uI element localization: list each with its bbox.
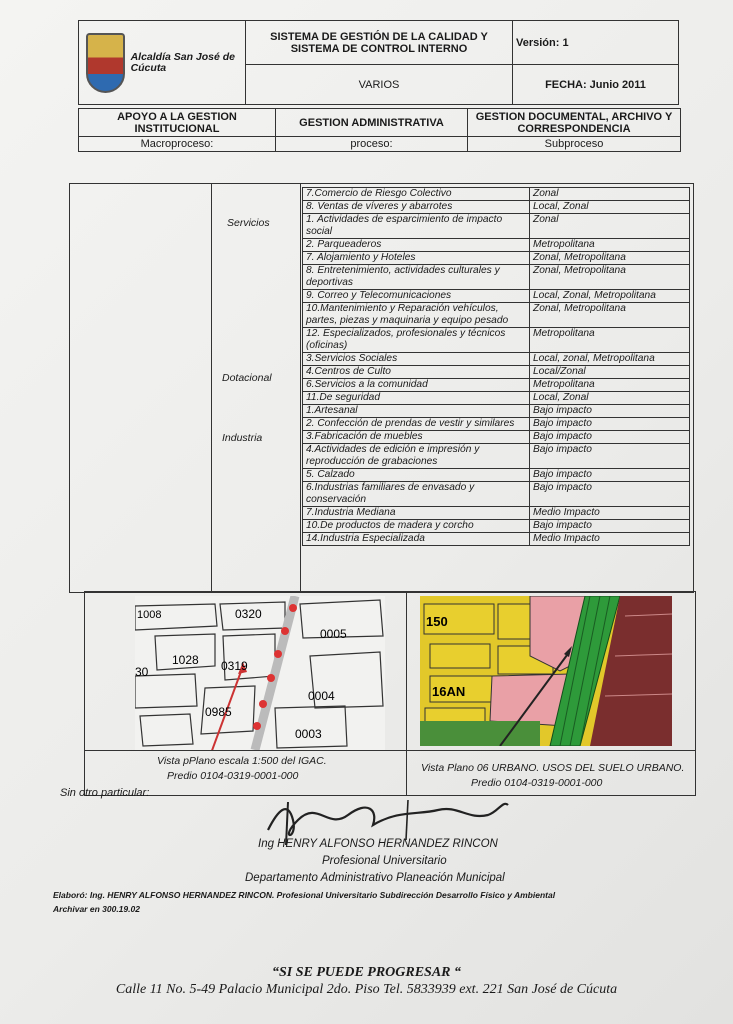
table-row	[303, 201, 690, 214]
group-dotacional: Dotacional	[222, 372, 272, 384]
maps-section	[84, 591, 696, 796]
activity-cell: 6.Industrias familiares de envasado y conservación	[303, 482, 530, 507]
municipal-shield-icon	[86, 33, 125, 93]
scale-cell: Local, Zonal	[530, 392, 690, 405]
lot-label: 0319	[221, 659, 248, 673]
activity-cell: 4.Actividades de edición e impresión y reproducción de grabaciones	[303, 444, 530, 469]
caption-left-line1: Vista pPlano escala 1:500 del IGAC.	[157, 755, 327, 767]
activity-cell: 8. Entretenimiento, actividades culturales y deportivas	[303, 265, 530, 290]
lot-label: 1008	[137, 609, 162, 621]
scale-cell: Zonal	[530, 188, 690, 201]
activity-cell: 2. Parqueaderos	[303, 239, 530, 252]
table-row	[303, 507, 690, 520]
table-row	[303, 265, 690, 290]
igac-cadastral-map	[135, 596, 385, 750]
activity-cell: 3.Servicios Sociales	[303, 353, 530, 366]
version-cell: Versión: 1	[513, 21, 679, 65]
table-row	[303, 214, 690, 239]
proceso-value: GESTION ADMINISTRATIVA	[276, 109, 468, 137]
zone-label: 150	[426, 614, 448, 629]
lot-label: 0005	[320, 627, 347, 641]
macroproceso-label: Macroproceso:	[79, 137, 276, 152]
footer-motto: “SI SE PUEDE PROGRESAR “	[271, 965, 462, 980]
table-row	[303, 520, 690, 533]
urban-land-use-map	[420, 596, 672, 746]
lot-label: 30	[135, 665, 149, 679]
scale-cell: Zonal, Metropolitana	[530, 303, 690, 328]
activity-cell: 1.Artesanal	[303, 405, 530, 418]
caption-right-line2: Predio 0104-0319-0001-000	[471, 777, 603, 789]
caption-left-line2: Predio 0104-0319-0001-000	[167, 770, 299, 782]
proceso-label: proceso:	[276, 137, 468, 152]
lot-label: 0004	[308, 689, 335, 703]
table-row	[303, 379, 690, 392]
scale-cell: Zonal	[530, 214, 690, 239]
activity-cell: 8. Ventas de víveres y abarrotes	[303, 201, 530, 214]
table-row	[303, 188, 690, 201]
document-header	[78, 20, 679, 105]
system-title-line2: SISTEMA DE CONTROL INTERNO	[290, 42, 468, 55]
activity-cell: 4.Centros de Culto	[303, 366, 530, 379]
table-row	[303, 239, 690, 252]
elaboro-note: Elaboró: Ing. HENRY ALFONSO HERNANDEZ RINCON. Profesional Universitario Subdirección Desarrollo Físico y Ambiental	[53, 890, 556, 900]
subproceso-value: GESTION DOCUMENTAL, ARCHIVO Y CORRESPONDENCIA	[468, 109, 681, 137]
scale-cell: Zonal, Metropolitana	[530, 265, 690, 290]
system-title-line1: SISTEMA DE GESTIÓN DE LA CALIDAD Y	[270, 30, 488, 43]
signer-title: Profesional Universitario	[322, 855, 447, 867]
activity-cell: 11.De seguridad	[303, 392, 530, 405]
scale-cell: Bajo impacto	[530, 469, 690, 482]
signer-department: Departamento Administrativo Planeación Municipal	[245, 872, 505, 884]
scale-cell: Medio Impacto	[530, 507, 690, 520]
zone-label: 16AN	[432, 684, 466, 699]
macroproceso-value: APOYO A LA GESTION INSTITUCIONAL	[79, 109, 276, 137]
fecha-cell: FECHA: Junio 2011	[513, 65, 679, 105]
table-row	[303, 353, 690, 366]
lot-label: 0985	[205, 705, 232, 719]
scale-cell: Local, Zonal, Metropolitana	[530, 290, 690, 303]
activity-rows	[302, 187, 690, 546]
scale-cell: Bajo impacto	[530, 405, 690, 418]
table-row	[303, 418, 690, 431]
table-row	[303, 533, 690, 546]
activity-cell: 14.Industria Especializada	[303, 533, 530, 546]
signer-name: Ing HENRY ALFONSO HERNANDEZ RINCON	[258, 838, 498, 850]
archivar-note: Archivar en 300.19.02	[53, 904, 140, 914]
table-row	[303, 290, 690, 303]
process-table	[78, 108, 681, 152]
activity-cell: 1. Actividades de esparcimiento de impacto social	[303, 214, 530, 239]
group-servicios: Servicios	[227, 217, 270, 229]
table-row	[303, 366, 690, 379]
activity-cell: 7.Industria Mediana	[303, 507, 530, 520]
caption-right-line1: Vista Plano 06 URBANO. USOS DEL SUELO URBANO.	[421, 762, 685, 774]
activity-cell: 10.Mantenimiento y Reparación vehículos, partes, piezas y maquinaria y equipo pesado	[303, 303, 530, 328]
varios-label: VARIOS	[246, 65, 513, 105]
table-row	[303, 405, 690, 418]
scale-cell: Local/Zonal	[530, 366, 690, 379]
sin-otro-particular: Sin otro particular:	[60, 787, 150, 799]
table-row	[303, 252, 690, 265]
scale-cell: Metropolitana	[530, 328, 690, 353]
activity-cell: 5. Calzado	[303, 469, 530, 482]
scale-cell: Bajo impacto	[530, 520, 690, 533]
lot-label: 1028	[172, 653, 199, 667]
scale-cell: Bajo impacto	[530, 418, 690, 431]
table-row	[303, 482, 690, 507]
activity-cell: 2. Confección de prendas de vestir y similares	[303, 418, 530, 431]
scale-cell: Metropolitana	[530, 239, 690, 252]
scale-cell: Metropolitana	[530, 379, 690, 392]
logo-cell	[79, 21, 246, 105]
land-use-table	[69, 183, 694, 593]
lot-label: 0320	[235, 607, 262, 621]
table-row	[303, 303, 690, 328]
activity-cell: 6.Servicios a la comunidad	[303, 379, 530, 392]
subproceso-label: Subproceso	[468, 137, 681, 152]
scale-cell: Bajo impacto	[530, 482, 690, 507]
activity-cell: 7.Comercio de Riesgo Colectivo	[303, 188, 530, 201]
footer-address: Calle 11 No. 5-49 Palacio Municipal 2do. Piso Tel. 5833939 ext. 221 San José de Cúcuta	[115, 982, 618, 997]
table-row	[303, 444, 690, 469]
scale-cell: Local, zonal, Metropolitana	[530, 353, 690, 366]
table-row	[303, 469, 690, 482]
table-row	[303, 328, 690, 353]
scale-cell: Bajo impacto	[530, 444, 690, 469]
table-row	[303, 392, 690, 405]
scale-cell: Medio Impacto	[530, 533, 690, 546]
scale-cell: Zonal, Metropolitana	[530, 252, 690, 265]
activity-cell: 12. Especializados, profesionales y técnicos (oficinas)	[303, 328, 530, 353]
activity-cell: 7. Alojamiento y Hoteles	[303, 252, 530, 265]
activity-cell: 9. Correo y Telecomunicaciones	[303, 290, 530, 303]
activity-cell: 10.De productos de madera y corcho	[303, 520, 530, 533]
scale-cell: Local, Zonal	[530, 201, 690, 214]
table-row	[303, 431, 690, 444]
activity-cell: 3.Fabricación de muebles	[303, 431, 530, 444]
scale-cell: Bajo impacto	[530, 431, 690, 444]
group-industria: Industria	[222, 432, 263, 444]
logo-text: Alcaldía San José de Cúcuta	[130, 50, 236, 74]
lot-label: 0003	[295, 727, 322, 741]
